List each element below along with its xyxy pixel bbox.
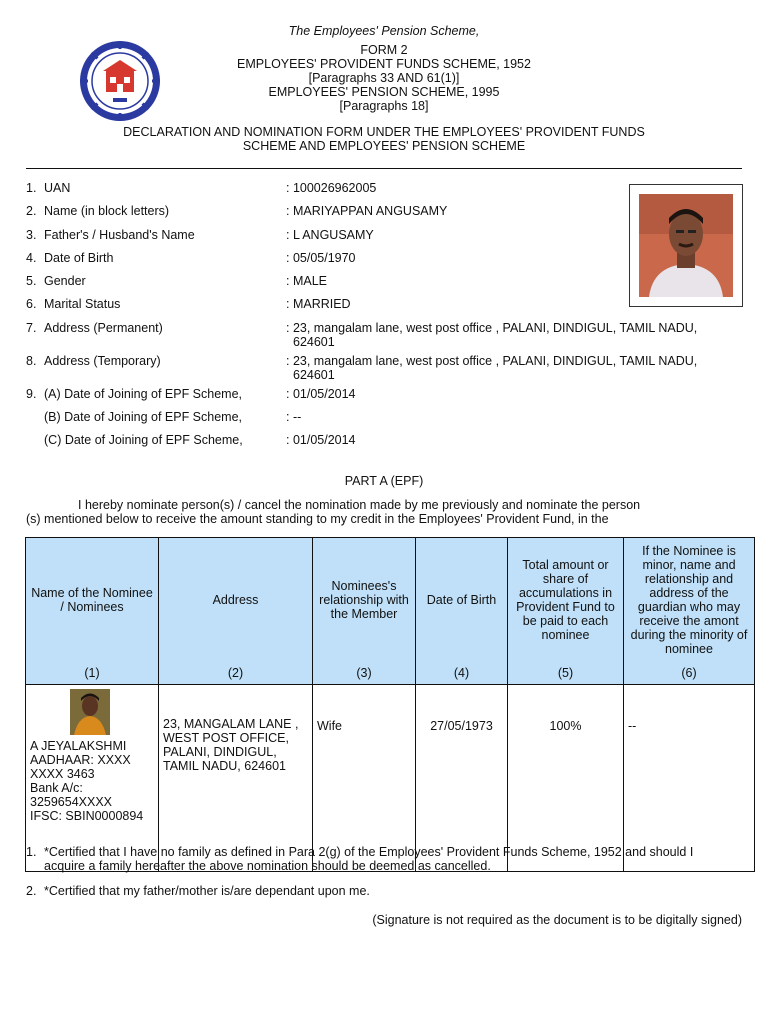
field-label-joining-c: (C) Date of Joining of EPF Scheme, [44,433,243,447]
header-share [508,538,624,685]
epf-scheme-title: EMPLOYEES' PROVIDENT FUNDS SCHEME, 1952 [237,57,531,71]
field-value-name: : MARIYAPPAN ANGUSAMY [286,204,448,218]
field-value-joining-c: : 01/05/2014 [286,433,356,447]
field-value-uan: : 100026962005 [286,181,377,195]
field-label-marital: Marital Status [44,297,121,311]
nominee-address-line: WEST POST OFFICE, [163,731,289,745]
field-num-father: 3. [26,228,37,242]
field-value-father: : L ANGUSAMY [286,228,374,242]
header-label: Name of the Nominee / Nominees [31,586,153,614]
nominee-dob: 27/05/1973 [430,719,493,733]
nominee-aadhaar-cont: XXXX 3463 [30,767,95,781]
field-num-dob: 4. [26,251,37,265]
header-divider [26,168,742,169]
field-value-address-temporary: : 23, mangalam lane, west post office , PALANI, DINDIGUL, TAMIL NADU, [286,354,698,368]
field-value-address-permanent-pin: 624601 [293,335,335,349]
header-address [159,538,313,685]
header-col-number: (5) [557,666,574,680]
declaration-title-line2: SCHEME AND EMPLOYEES' PENSION SCHEME [242,139,526,153]
table-row [26,685,755,872]
cell-relationship [313,685,416,872]
field-value-joining-b: : -- [286,410,302,424]
header-col-number: (6) [681,666,697,680]
part-a-title: PART A (EPF) [344,474,424,488]
note1-line1: *Certified that I have no family as defined in Para 2(g) of the Employees' Provident Funds Scheme, 1952 and should I [44,845,694,859]
nominee-share: 100% [549,719,582,733]
field-label-joining-a: (A) Date of Joining of EPF Scheme, [44,387,243,401]
nominee-photo [70,689,110,735]
field-label-joining-b: (B) Date of Joining of EPF Scheme, [44,410,243,424]
epf-paragraphs: [Paragraphs 33 AND 61(1)] [308,71,460,85]
cell-nominee-name [26,685,159,872]
field-num-address-temporary: 8. [26,354,37,368]
field-num-joining: 9. [26,387,37,401]
header-col-number: (1) [84,666,100,680]
cell-share [508,685,624,872]
header-relationship [313,538,416,685]
header-dob [416,538,508,685]
eps-scheme-title: EMPLOYEES' PENSION SCHEME, 1995 [268,85,500,99]
field-num-uan: 1. [26,181,37,195]
cell-dob [416,685,508,872]
header-col-number: (2) [227,666,244,680]
field-value-joining-a: : 01/05/2014 [286,387,356,401]
field-label-gender: Gender [44,274,86,288]
nominee-bank-label: Bank A/c: [30,781,83,795]
field-value-dob: : 05/05/1970 [286,251,356,265]
part-a-intro-line2: (s) mentioned below to receive the amount standing to my credit in the Employees' Provident Fund, in the [26,512,609,526]
header-guardian [624,538,755,685]
scheme-title: The Employees' Pension Scheme, [288,24,480,38]
header-label: Nominees's relationship with the Member [319,579,409,621]
field-value-address-temporary-pin: 624601 [293,368,335,382]
nominee-name: A JEYALAKSHMI [30,739,127,753]
field-num-marital: 6. [26,297,37,311]
field-num-name: 2. [26,204,37,218]
nominee-ifsc: IFSC: SBIN0000894 [30,809,144,823]
note2-line1: *Certified that my father/mother is/are dependant upon me. [44,884,370,898]
note2-number: 2. [26,884,37,898]
field-value-address-permanent: : 23, mangalam lane, west post office , PALANI, DINDIGUL, TAMIL NADU, [286,321,698,335]
note1-line2: acquire a family hereafter the above nomination should be deemed as cancelled. [44,859,491,873]
eps-paragraphs: [Paragraphs 18] [339,99,429,113]
cell-guardian [624,685,755,872]
note1-number: 1. [26,845,37,859]
field-label-uan: UAN [44,181,71,195]
header-col-number: (3) [356,666,372,680]
field-num-gender: 5. [26,274,37,288]
nominee-address-line: TAMIL NADU, 624601 [163,759,286,773]
field-label-name: Name (in block letters) [44,204,170,218]
header-label: Date of Birth [426,593,497,607]
table-header-row [26,538,755,685]
nomination-table [25,537,755,872]
field-label-dob: Date of Birth [44,251,114,265]
header-label: Total amount or share of accumulations in Provident Fund to be paid to each nominee [516,558,615,642]
header-nominee-name [26,538,159,685]
declaration-title-line1: DECLARATION AND NOMINATION FORM UNDER THE EMPLOYEES' PROVIDENT FUNDS [123,125,645,139]
field-num-address-permanent: 7. [26,321,37,335]
nominee-relationship: Wife [317,719,342,733]
nominee-aadhaar: AADHAAR: XXXX [30,753,131,767]
header-label: Address [212,593,259,607]
field-label-address-temporary: Address (Temporary) [44,354,161,368]
nominee-bank-account: 3259654XXXX [30,795,113,809]
part-a-intro-line1: I hereby nominate person(s) / cancel the nomination made by me previously and nominate the person [78,498,641,512]
field-value-marital: : MARRIED [286,297,351,311]
form-number: FORM 2 [360,43,408,57]
nominee-address-line: PALANI, DINDIGUL, [163,745,277,759]
header-col-number: (4) [453,666,470,680]
field-value-gender: : MALE [286,274,327,288]
nominee-address-line: 23, MANGALAM LANE , [163,717,299,731]
header-label: If the Nominee is minor, name and relationship and address of the guardian who may receive the amont during the minority of nominee [630,544,748,656]
cell-address [159,685,313,872]
field-label-father: Father's / Husband's Name [44,228,195,242]
field-label-address-permanent: Address (Permanent) [44,321,163,335]
nominee-guardian: -- [628,719,637,733]
signature-note: (Signature is not required as the document is to be digitally signed) [372,913,742,927]
